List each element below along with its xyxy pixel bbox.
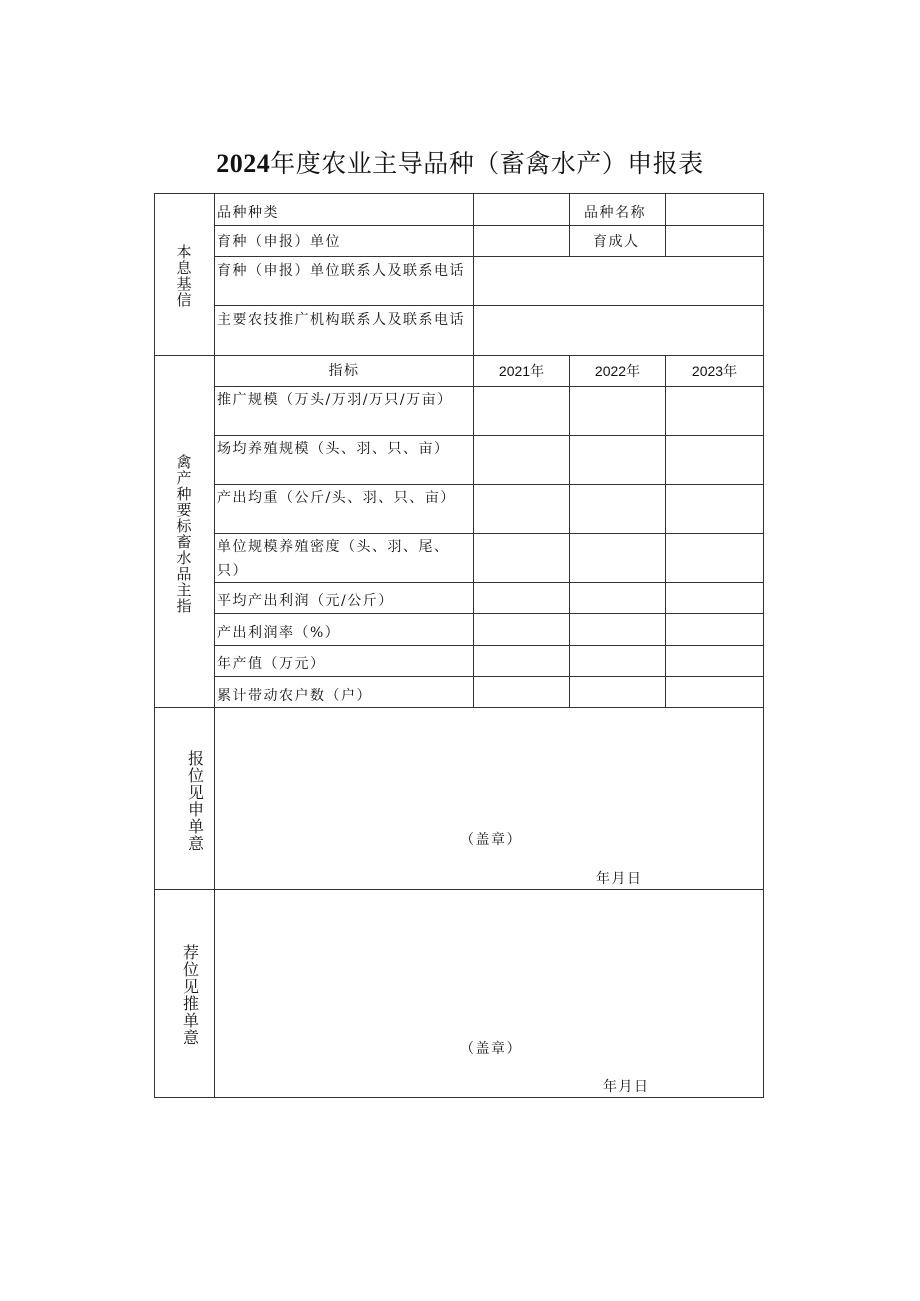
page-title	[0, 144, 920, 180]
indicator-row-label: 年产值（万元）	[217, 656, 326, 672]
recommender-opinion-section-label: 荐 位 见 推 单 意	[182, 943, 199, 1047]
agency-contact-label: 主要农技推广机构联系人及联系电话	[217, 312, 465, 328]
indicator-header: 指标	[328, 363, 360, 379]
grid-line	[569, 193, 570, 257]
grid-line	[154, 355, 764, 356]
indicators-section-label: 禽 产 种 要 标 畜 水 品 主 指	[176, 453, 192, 615]
variety-name-label: 品种名称	[584, 205, 646, 221]
applicant-opinion-section-label: 报 位 见 申 单 意	[187, 749, 204, 853]
indicator-cell[interactable]	[476, 617, 566, 641]
year-header-2023: 2023年	[691, 363, 738, 379]
variety-type-label: 品种种类	[217, 205, 279, 221]
indicator-cell[interactable]	[668, 390, 760, 432]
basic-info-section-label: 本 息 基 信	[176, 243, 192, 309]
title-year: 2024	[216, 149, 271, 178]
applicant-opinion-field[interactable]	[220, 712, 758, 822]
indicator-row-label: 推广规模（万头/万羽/万只/万亩）	[217, 392, 453, 408]
indicator-cell[interactable]	[668, 537, 760, 579]
grid-line	[214, 613, 764, 614]
breeder-field[interactable]	[668, 228, 760, 254]
grid-line	[569, 355, 570, 707]
indicator-cell[interactable]	[572, 586, 662, 610]
indicator-cell[interactable]	[668, 649, 760, 673]
indicator-cell[interactable]	[668, 439, 760, 481]
indicator-cell[interactable]	[572, 390, 662, 432]
indicator-cell[interactable]	[476, 390, 566, 432]
indicator-cell[interactable]	[572, 617, 662, 641]
indicator-cell[interactable]	[572, 537, 662, 579]
grid-line	[214, 305, 764, 306]
indicator-cell[interactable]	[476, 439, 566, 481]
agency-contact-field[interactable]	[476, 309, 760, 351]
grid-line	[214, 676, 764, 677]
indicator-cell[interactable]	[668, 680, 760, 704]
indicator-row-label: 场均养殖规模（头、羽、只、亩）	[217, 441, 450, 457]
indicator-cell[interactable]	[668, 586, 760, 610]
indicator-cell[interactable]	[476, 680, 566, 704]
indicator-row-label: 产出均重（公斤/头、羽、只、亩）	[217, 490, 456, 506]
recommender-opinion-field[interactable]	[220, 894, 758, 1024]
table-border-top	[154, 193, 764, 194]
grid-line	[214, 645, 764, 646]
grid-line	[214, 225, 764, 226]
indicator-cell[interactable]	[668, 488, 760, 530]
grid-line	[473, 193, 474, 707]
unit-contact-label: 育种（申报）单位联系人及联系电话	[217, 263, 465, 279]
grid-line	[214, 484, 764, 485]
applicant-date-label: 年月日	[596, 871, 643, 887]
table-border-left	[154, 193, 155, 1098]
indicator-row-label: 产出利润率（%）	[217, 625, 341, 641]
indicator-cell[interactable]	[572, 680, 662, 704]
breeding-unit-label: 育种（申报）单位	[217, 234, 341, 250]
indicator-cell[interactable]	[572, 439, 662, 481]
variety-name-field[interactable]	[668, 198, 760, 224]
indicator-cell[interactable]	[476, 537, 566, 579]
recommender-date-label: 年月日	[603, 1079, 650, 1095]
indicator-cell[interactable]	[572, 649, 662, 673]
indicator-row-label: 单位规模养殖密度（头、羽、尾、只）	[217, 539, 450, 579]
indicator-row-label: 累计带动农户数（户）	[217, 688, 372, 704]
indicator-row-label: 平均产出利润（元/公斤）	[217, 593, 394, 609]
variety-type-field[interactable]	[476, 198, 566, 224]
breeder-label: 育成人	[593, 234, 640, 250]
grid-line	[214, 193, 215, 1098]
applicant-seal-label: （盖章）	[460, 832, 522, 848]
grid-line	[214, 386, 764, 387]
year-header-2021: 2021年	[498, 363, 545, 379]
title-text: 年度农业主导品种（畜禽水产）申报表	[270, 149, 704, 178]
grid-line	[214, 435, 764, 436]
indicator-cell[interactable]	[668, 617, 760, 641]
recommender-seal-label: （盖章）	[460, 1041, 522, 1057]
indicator-cell[interactable]	[572, 488, 662, 530]
grid-line	[665, 355, 666, 707]
grid-line	[665, 193, 666, 257]
grid-line	[214, 533, 764, 534]
table-border-right	[763, 193, 764, 1098]
grid-line	[214, 256, 764, 257]
breeding-unit-field[interactable]	[476, 228, 566, 254]
indicator-cell[interactable]	[476, 488, 566, 530]
year-header-2022: 2022年	[594, 363, 641, 379]
indicator-cell[interactable]	[476, 586, 566, 610]
unit-contact-field[interactable]	[476, 260, 760, 302]
indicator-cell[interactable]	[476, 649, 566, 673]
